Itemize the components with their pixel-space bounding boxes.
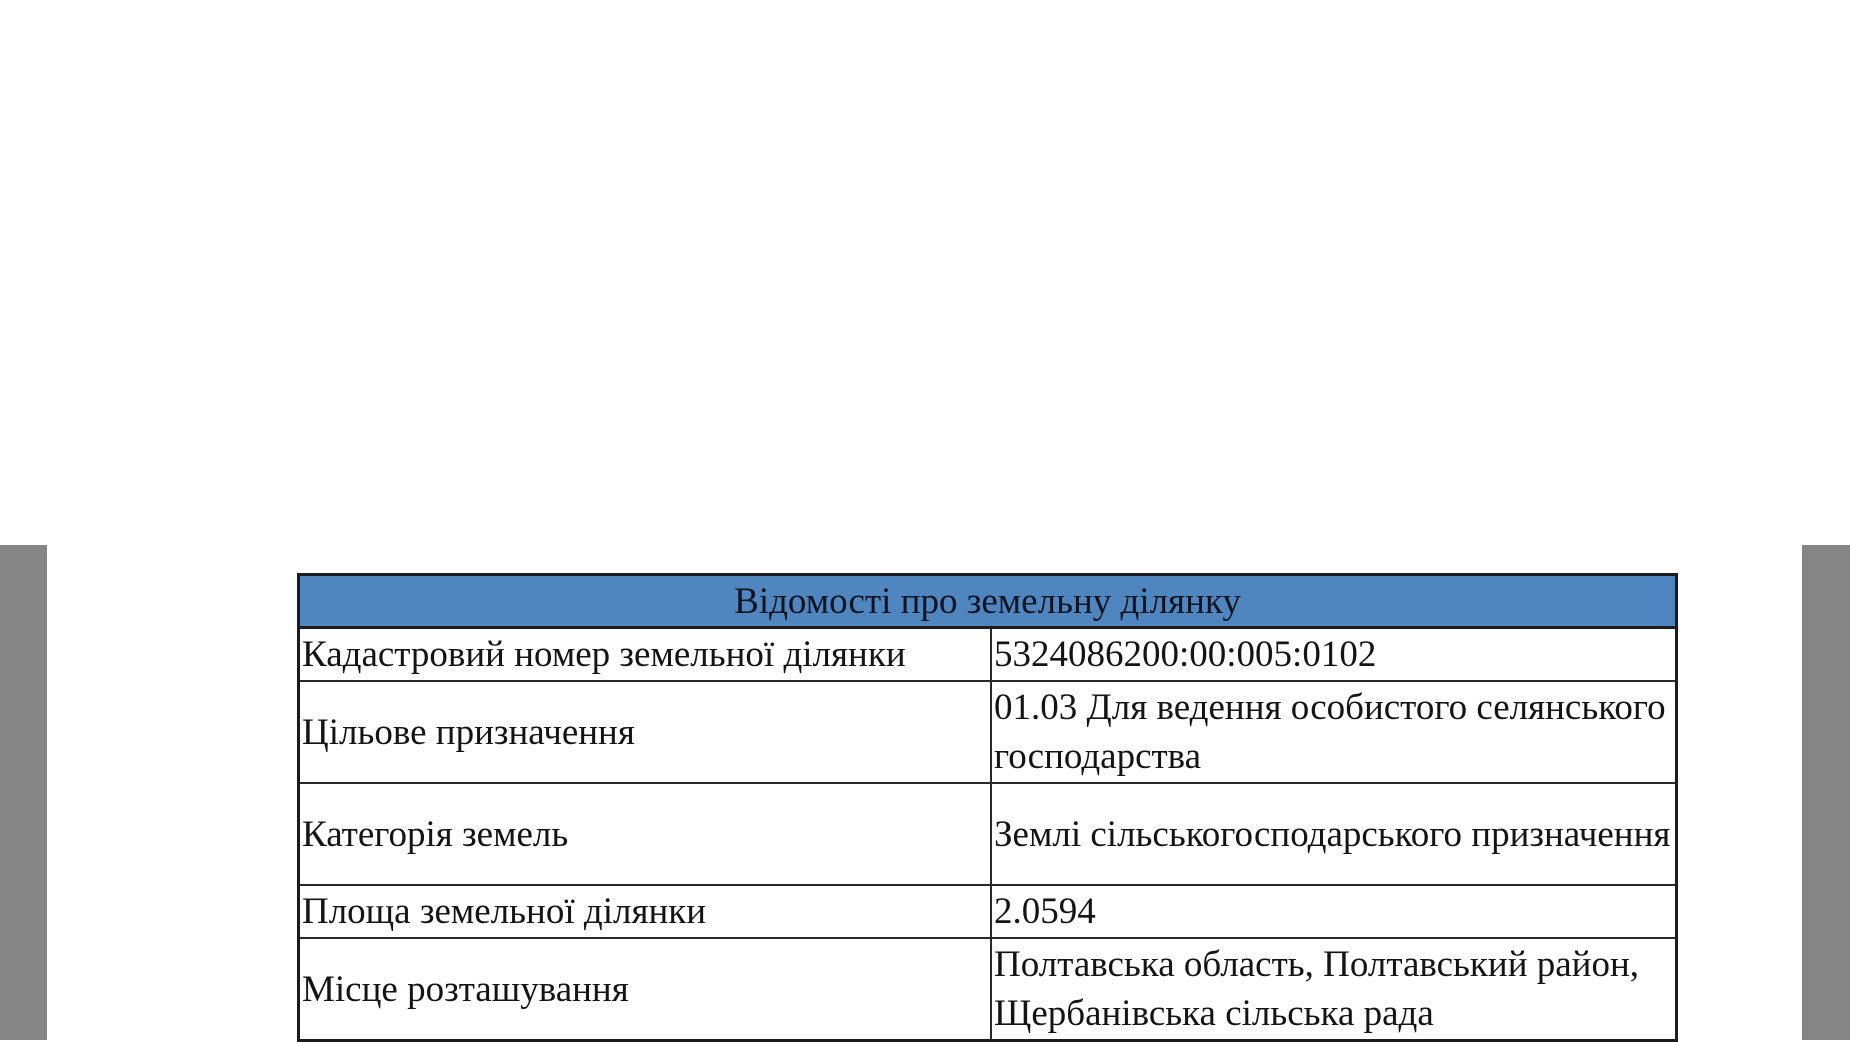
cadastral-number-label: Кадастровий номер земельної ділянки (299, 628, 992, 682)
area-value: 2.0594 (991, 885, 1677, 938)
table-header-row (299, 575, 1677, 628)
cadastral-number-value: 5324086200:00:005:0102 (991, 628, 1677, 682)
land-category-label: Категорія земель (299, 783, 992, 885)
purpose-label: Цільове призначення (299, 681, 992, 783)
table-row-area (299, 885, 1677, 938)
table-row-purpose (299, 681, 1677, 783)
area-label: Площа земельної ділянки (299, 885, 992, 938)
table-row-cadastral-number (299, 628, 1677, 682)
left-side-bar (0, 545, 47, 1040)
land-parcel-info-table (297, 573, 1678, 1042)
right-side-bar (1802, 545, 1850, 1040)
table-row-land-category (299, 783, 1677, 885)
table-row-location (299, 938, 1677, 1041)
table-title: Відомості про земельну ділянку (299, 575, 1677, 628)
purpose-value: 01.03 Для ведення особистого селянського господарства (991, 681, 1677, 783)
location-value: Полтавська область, Полтавський район, Щербанівська сільська рада (991, 938, 1677, 1041)
land-category-value: Землі сільськогосподарського призначення (991, 783, 1677, 885)
location-label: Місце розташування (299, 938, 992, 1041)
